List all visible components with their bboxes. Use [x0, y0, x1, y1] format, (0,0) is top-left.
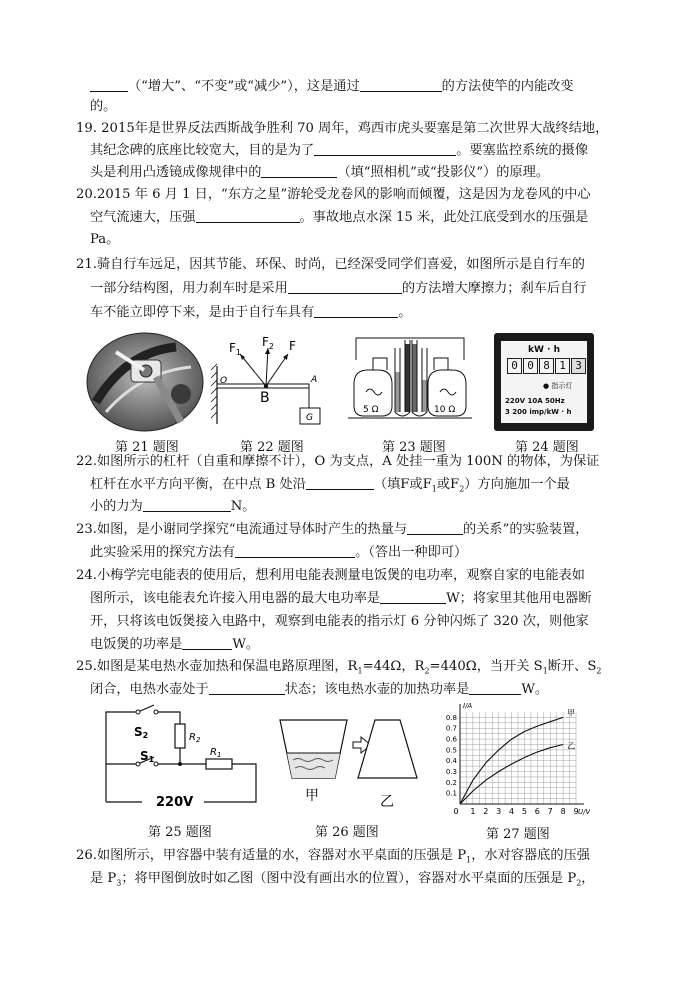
- fig27-y-tick-label: 0.8: [445, 713, 457, 722]
- fig25-label-S1: S1: [140, 749, 155, 764]
- q19-line2: 其纪念碑的底座比较宽大，目的是为了 。要塞监控系统的摄像: [90, 143, 589, 158]
- caption-fig27: 第 27 题图: [486, 827, 550, 842]
- q26-line2: 是 $P_3$；将甲图倒放时如乙图（图中没有画出水的位置），容器对水平桌面的压强是 $P_2$，: [90, 871, 595, 888]
- fig27-y-tick-label: 0.5: [445, 746, 457, 755]
- q25-line1: 25.如图是某电热水壶加热和保温电路原理图，$R_1=44\Omega$，$R_2=440\Omega$，当开关 $S_1$断开、$S_2$: [76, 659, 602, 676]
- fig22-lever-diagram: [208, 330, 333, 432]
- fig22-label-F2: $F_2$: [262, 335, 274, 351]
- fig25-kettle-circuit: [98, 702, 263, 812]
- fig27-x-tick-label: 2: [483, 807, 489, 816]
- fig27-x-tick-label: 5: [521, 807, 527, 816]
- caption-fig24: 第 24 题图: [515, 440, 579, 455]
- fig24-digit: 0: [523, 358, 538, 374]
- fig26-containers: [275, 708, 425, 818]
- fig23-resistor-10ohm-label: 10 Ω: [434, 405, 456, 415]
- fig27-x-tick-label: 3: [496, 807, 502, 816]
- q19-line3: 头是利用凸透镜成像规律中的 （填“照相机”或“投影仪”）的原理。: [90, 165, 550, 180]
- fig27-x-tick-label: 4: [509, 807, 515, 816]
- fig24-spec-line2: 3 200 imp/kW · h: [505, 408, 572, 416]
- fig22-label-F1: $F_1$: [229, 341, 241, 357]
- q19-line1: 19. 2015年是世界反法西斯战争胜利 70 周年，鸡西市虎头要塞是第二次世界大战终结地，: [76, 121, 609, 136]
- fig22-label-B: B: [260, 390, 270, 406]
- fig27-y-tick-label: 0.1: [445, 789, 457, 798]
- q21-line3: 车不能立即停下来，是由于自行车具有 。: [90, 305, 412, 320]
- fig22-label-A: A: [311, 375, 318, 385]
- fig25-label-R1: $R_1$: [210, 747, 222, 759]
- fig24-digit-display: [507, 358, 586, 374]
- q22-line1: 22.如图所示的杠杆（自重和摩擦不计），O 为支点，A 处挂一重为 100N 的物体，为保证: [76, 454, 600, 469]
- fig27-x-tick-label: 8: [560, 807, 566, 816]
- caption-fig21: 第 21 题图: [115, 440, 179, 455]
- fig25-label-S2: S2: [134, 725, 149, 740]
- fig24-digit: 1: [555, 358, 570, 374]
- fig27-y-label: I/A: [463, 702, 473, 710]
- fig27-x-tick-label: 1: [470, 807, 476, 816]
- fig27-y-tick-label: 0.6: [445, 735, 457, 744]
- fig24-unit-label: kW · h: [527, 345, 560, 355]
- fig27-y-tick-label: 0.2: [445, 778, 457, 787]
- q21-line2: 一部分结构图，用力刹车时是采用 的方法增大摩擦力；刹车后自行: [90, 281, 587, 296]
- fig23-joule-heating-apparatus: [346, 332, 474, 428]
- q21-line1: 21.骑自行车远足，因其节能、环保、时尚，已经深受同学们喜爱，如图所示是自行车的: [76, 257, 585, 272]
- q23-line1: 23.如图，是小谢同学探究“电流通过导体时产生的热量与 的关系”的实验装置，: [76, 522, 589, 537]
- q23-line2: 此实验采用的探究方法有 。（答出一种即可）: [90, 545, 468, 560]
- caption-fig22: 第 22 题图: [240, 440, 304, 455]
- fig27-y-tick-label: 0.4: [445, 757, 457, 766]
- fig27-x-label: U/V: [578, 808, 590, 816]
- fig27-x-tick-label: 0: [453, 807, 459, 816]
- caption-fig23: 第 23 题图: [382, 440, 446, 455]
- fig26-label-yi: 乙: [380, 794, 394, 810]
- fig27-series-label-jia: 甲: [567, 708, 576, 718]
- q18-line1: （“增大”、“不变”或“减少”），这是通过 的方法使竿的内能改变: [90, 77, 574, 97]
- q24-line4: 电饭煲的功率是 W。: [90, 637, 260, 652]
- fig23-resistor-5ohm-label: 5 Ω: [363, 405, 379, 415]
- q24-line3: 开，只将该电饭煲接入电路中，观察到电能表的指示灯 6 分钟闪烁了 320 次，则他家: [90, 614, 589, 629]
- caption-fig25: 第 25 题图: [148, 825, 212, 840]
- fig25-label-R2: $R_2$: [189, 732, 201, 744]
- q20-line2: 空气流速大，压强 。事故地点水深 15 米，此处江底受到水的压强是: [90, 210, 589, 225]
- fig24-indicator-label: ● 指示灯: [543, 382, 573, 390]
- q18-line2: 的。: [90, 99, 117, 114]
- q24-line2: 图所示，该电能表允许接入用电器的最大电功率是 W；将家里其他用电器断: [90, 591, 592, 606]
- q20-line3: Pa。: [90, 232, 120, 247]
- fig24-electric-meter: [494, 333, 594, 431]
- q26-line1: 26.如图所示，甲容器中装有适量的水，容器对水平桌面的压强是 $P_1$，水对容器底的压强: [76, 848, 590, 865]
- fig27-y-tick-label: 0.7: [445, 724, 457, 733]
- fig22-label-G: G: [306, 413, 313, 423]
- q22-line2: 杠杆在水平方向平衡，在中点 B 处沿 （填F或$F_1$或$F_2$）方向施加一个最: [90, 477, 570, 494]
- fig27-x-tick-label: 9: [573, 807, 579, 816]
- fig25-voltage-label: 220V: [156, 795, 194, 810]
- fig27-iu-graph: [438, 700, 590, 818]
- fig22-label-F: F: [289, 339, 296, 353]
- fig24-spec-line1: 220V 10A 50Hz: [505, 397, 565, 405]
- fig26-label-jia: 甲: [305, 788, 319, 804]
- fig27-x-tick-label: 6: [534, 807, 540, 816]
- fig24-digit: 3: [571, 358, 586, 374]
- q24-line1: 24.小梅学完电能表的使用后，想利用电能表测量电饭煲的电功率，观察自家的电能表如: [76, 568, 585, 583]
- q25-line2: 闭合，电热水壶处于 状态；该电热水壶的加热功率是 W。: [90, 682, 549, 697]
- q20-line1: 20.2015 年 6 月 1 日，“东方之星”游轮受龙卷风的影响而倾覆，这是因为龙卷风的中心: [76, 187, 591, 202]
- fig27-x-tick-label: 7: [547, 807, 553, 816]
- caption-fig26: 第 26 题图: [315, 825, 379, 840]
- fig21-bicycle-brake-photo: [86, 332, 204, 432]
- fig24-digit: 8: [539, 358, 554, 374]
- q22-line3: 小的力为 N。: [90, 499, 256, 514]
- fig22-label-O: O: [220, 376, 228, 386]
- fig24-digit: 0: [507, 358, 522, 374]
- fig27-y-tick-label: 0.3: [445, 768, 457, 777]
- fig27-series-label-yi: 乙: [567, 741, 576, 751]
